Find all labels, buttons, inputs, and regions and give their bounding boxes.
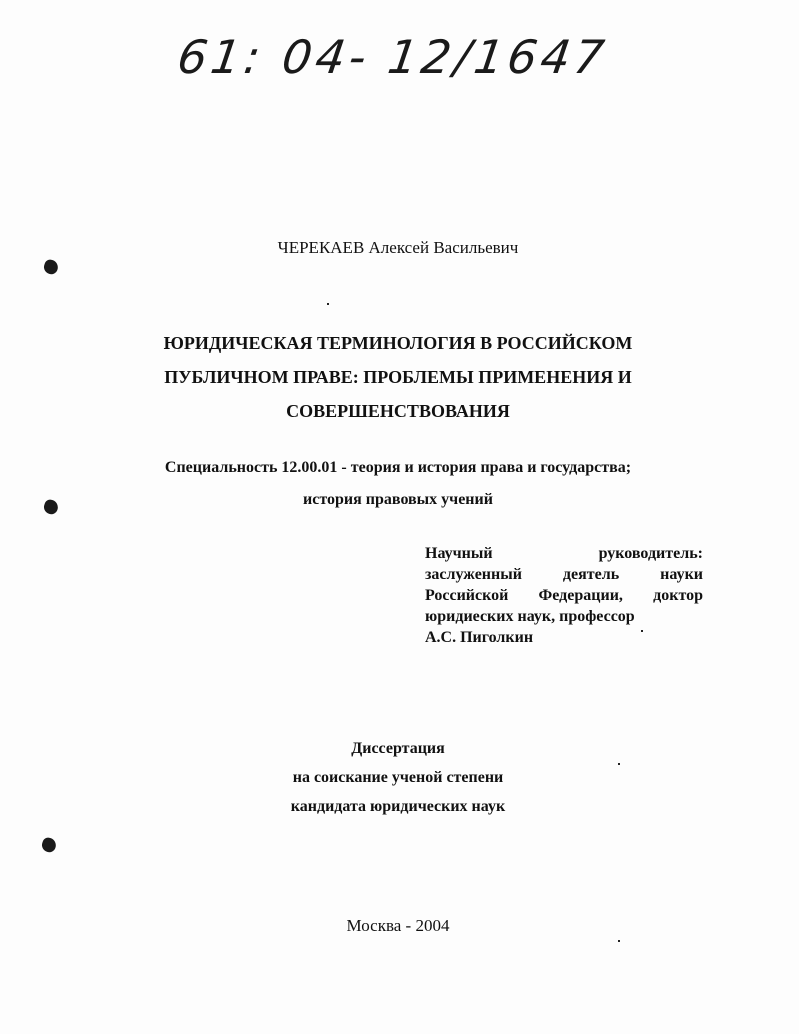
scan-blot-mark <box>42 258 60 276</box>
scan-speck <box>618 940 620 942</box>
specialty-line: история правовых учений <box>303 491 493 508</box>
author-name: ЧЕРЕКАЕВ Алексей Васильевич <box>277 238 519 257</box>
city-year: Москва - 2004 <box>346 916 450 935</box>
advisor-line: юридиеских наук, профессор <box>425 608 635 625</box>
dissertation-line: на соискание ученой степени <box>292 769 504 786</box>
scan-blot-mark <box>40 836 58 854</box>
scan-speck <box>618 763 620 765</box>
title-line: ЮРИДИЧЕСКАЯ ТЕРМИНОЛОГИЯ В РОССИЙСКОМ <box>163 333 633 353</box>
advisor-line: Российской Федерации, доктор <box>425 587 703 604</box>
dissertation-line: кандидата юридических наук <box>290 798 506 815</box>
scan-speck <box>641 630 643 632</box>
dissertation-line: Диссертация <box>351 740 445 757</box>
advisor-line: заслуженный деятель науки <box>425 566 703 583</box>
title-line: ПУБЛИЧНОМ ПРАВЕ: ПРОБЛЕМЫ ПРИМЕНЕНИЯ И <box>164 367 632 387</box>
title-line: СОВЕРШЕНСТВОВАНИЯ <box>286 401 510 421</box>
scan-speck <box>327 303 329 305</box>
advisor-line: Научный руководитель: <box>425 545 703 562</box>
dissertation-title <box>0 326 796 428</box>
advisor-name: А.С. Пиголкин <box>425 629 534 646</box>
specialty-block <box>0 452 796 516</box>
handwritten-archive-code: 61: 04- 12/1647 <box>174 30 612 84</box>
dissertation-degree-block <box>0 734 796 821</box>
specialty-line: Специальность 12.00.01 - теория и история права и государства; <box>164 459 632 476</box>
scientific-advisor-block <box>425 543 703 648</box>
